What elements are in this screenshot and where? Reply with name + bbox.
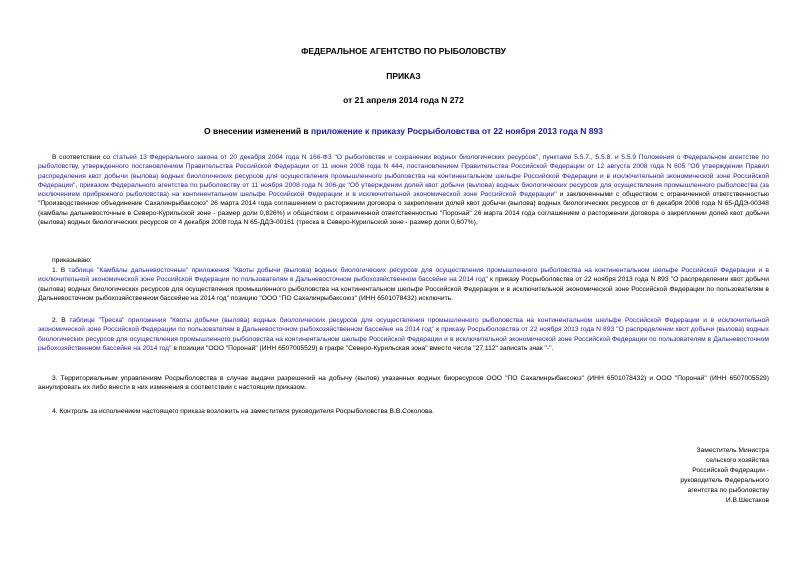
text-run: 1. В [52, 267, 69, 274]
item-1-paragraph [38, 266, 769, 303]
text-run: В соответствии со [52, 154, 113, 161]
link-flounder-table[interactable]: таблице "Камбалы дальневосточные" приложения "Квоты добычи (вылова) водных биологических ресурсов для осуществления промышленного рыболовства на континентальном шельфе Российской Федерации и в исключительной экономической зоне Российской Федерации по пользователям в Дальневосточном рыбохозяйственном бассейне на 2014 год" [38, 267, 769, 284]
doc-type: ПРИКАЗ [386, 71, 421, 81]
item-4-paragraph: 4. Контроль за исполнением настоящего приказа возложить на заместителя руководителя Росрыболовства В.В.Соколова. [52, 408, 435, 415]
text-run: и заключенными с обществом с ограниченной ответственностью "Производственное объединение Сахалинрыбаксоюз" 26 марта 2014 года соглашением о расторжении договора о закреплении долей квот добычи (вылова) водных биологических ресурсов от 6 декабря 2008 года N 65-ДДЭ-00348 (камбалы дальневосточные в Северо-Курильской зоне - размер доли 0,826%) и обществом с ограниченной ответственностью "Поронай" 26 марта 2014 года соглашением о расторжении договора о закреплении долей квот добычи (вылова) водных биологических ресурсов от 4 декабря 2008 года N 65-ДДЭ-00161 (треска в Северо-Курильской зоне - размер доли 0,607%), [38, 191, 769, 227]
text-run: , [402, 163, 407, 171]
text-run: , [75, 181, 80, 189]
text-run: к приказу Росрыболовства от 22 ноября 2013 года N 893 "О распределении квот добычи (вылова) водных биологических ресурсов для осуществления промышленного рыболовства на континентальном шельфе Российской Федерации и в исключительной экономической зоне Российской Федерации по пользователям в Дальневосточном рыбохозяйственном бассейне на 2014 год" позицию "ООО "ПО Сахалинрыбаксоюз" (ИНН 6501078432) исключить. [38, 276, 769, 302]
item-3-paragraph: 3. Территориальным управлениям Росрыболовства в случае выдачи разрешений на добычу (вылов) указанных водных биоресурсов ООО "ПО Сахалинрыбаксоюз" (ИНН 6501078432) и ООО "Поронай" (ИНН 6507005529) аннулировать их либо внести в них изменения в соответствии с настоящим приказом. [38, 375, 769, 392]
text-run: в позиции "ООО "Поронай" (ИНН 6507005529) в графе "Северо-Курильская зона" вместо числа "27,112" записать знак "-". [171, 344, 554, 352]
link-order-306-dk[interactable]: приказом Федерального агентства по рыболовству от 11 ноября 2008 года N 306-дк "Об утверждении долей квот добычи (вылова) водных биологических ресурсов для осуществления промышленного рыболовства (за исключением прибрежного рыболовства) на континентальном шельфе Российской Федерации и в исключительной экономической зоне Российской Федерации" [38, 181, 770, 199]
signature-line: Российской Федерации - [692, 467, 769, 474]
order-word: приказываю: [52, 257, 92, 264]
signatory-name: И.В.Шестаков [725, 497, 769, 504]
doc-title-prefix: О внесении изменений в [204, 126, 311, 136]
link-order-893[interactable]: приказу Росрыболовства от 22 ноября 2013 года N 893 "О распределении квот добычи (вылова) водных биологических ресурсов для осуществления промышленного рыболовства на континентальном шельфе Российской Федерации и в исключительной экономической зоне Российской Федерации по пользователям в Дальневосточном рыбохозяйственном бассейне на 2014 год" [38, 326, 769, 352]
signature-block [640, 446, 769, 506]
signature-line: агентства по рыболовству [687, 487, 769, 494]
text-run: 2. В [52, 317, 70, 324]
link-cod-table[interactable]: таблице "Треска" приложения "Квоты добычи (вылова) водных биологических ресурсов для осуществления промышленного рыболовства на континентальном шельфе Российской Федерации и в исключительной экономической зоне Российской Федерации по пользователям в Дальневосточном рыбохозяйственном бассейне на 2014 год" [38, 317, 769, 334]
link-fz-166[interactable]: статьей 13 Федерального закона от 20 декабря 2004 года N 166-ФЗ "О рыболовстве и сохранении водных биологических ресурсов" [112, 154, 539, 161]
agency-title: ФЕДЕРАЛЬНОЕ АГЕНТСТВО ПО РЫБОЛОВСТВУ [301, 46, 506, 56]
signature-line: руководитель Федерального [680, 477, 769, 484]
doc-date-number: от 21 апреля 2014 года N 272 [343, 95, 464, 105]
link-government-resolution-605[interactable]: постановлением Правительства Российской Федерации от 12 августа 2008 года N 605 "Об утверждении Правил распределения квот добычи (вылова) водных биологических ресурсов для осуществления промышленного рыболовства на континентальном шельфе Российской Федерации и в исключительной экономической зоне Российской Федерации" [38, 163, 769, 189]
preamble-paragraph [38, 153, 769, 227]
link-agency-regulation[interactable]: пунктами 5.5.7., 5.5.8. и 5.5.9 Положения о Федеральном агентстве по рыболовству, утвержденного постановлением Правительства Российской Федерации от 11 июня 2008 года N 444 [38, 154, 769, 171]
doc-title [0, 126, 807, 136]
signature-line: сельского хозяйства [705, 457, 769, 464]
text-run: к [434, 326, 442, 334]
text-run: , [538, 154, 543, 161]
doc-title-link[interactable]: приложение к приказу Росрыболовства от 22 ноября 2013 года N 893 [311, 126, 603, 136]
item-2-paragraph [38, 316, 769, 353]
signature-line: Заместитель Министра [696, 447, 769, 454]
